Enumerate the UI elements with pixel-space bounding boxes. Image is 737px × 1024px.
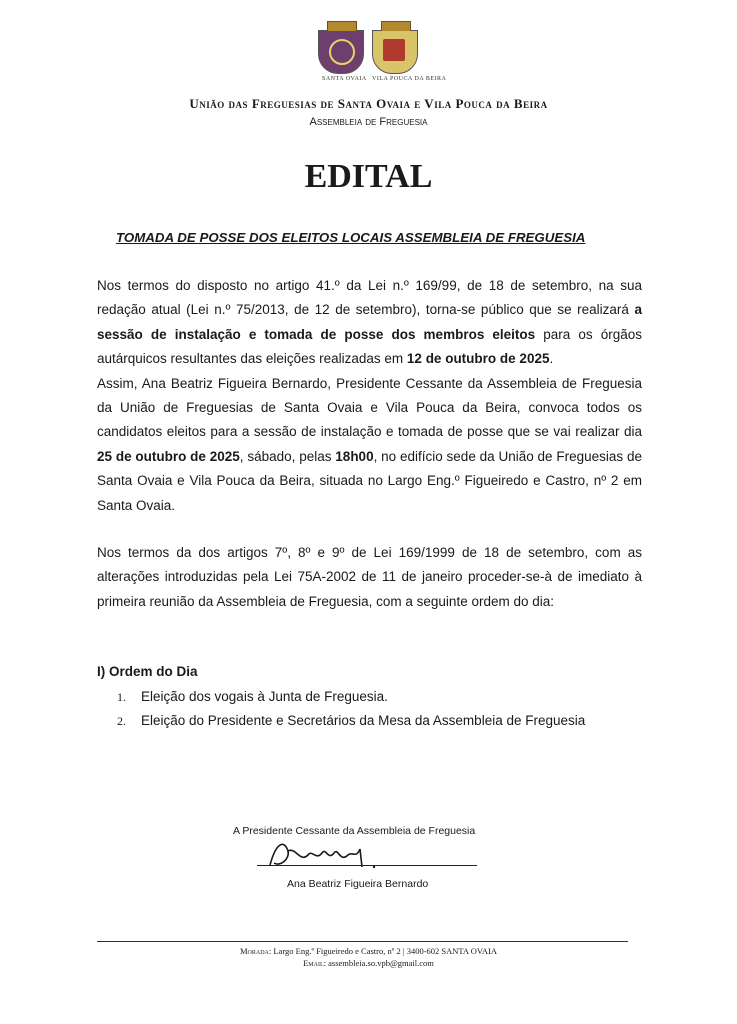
agenda-item-text: Eleição dos vogais à Junta de Freguesia.	[141, 689, 388, 704]
address-value: Largo Eng.º Figueiredo e Castro, nº 2 | 3400-602 SANTA OVAIA	[273, 946, 498, 956]
agenda-item-number: 2.	[117, 714, 126, 728]
agenda-item-number: 1.	[117, 690, 126, 704]
convocation-paragraph	[97, 274, 642, 518]
body-text: para os órgãos autárquicos resultantes das eleições realizadas em	[97, 326, 643, 367]
crest-label-vila-pouca: VILA POUCA DA BEIRA	[372, 76, 447, 82]
crown-icon	[381, 21, 411, 31]
email-value: assembleia.so.vpb@gmail.com	[328, 958, 434, 968]
footer-address	[0, 946, 737, 956]
crown-icon	[327, 21, 357, 31]
body-text: .	[549, 351, 554, 367]
crest-label-santa-ovaia: SANTA OVAIA	[322, 76, 367, 82]
body-text: , no edifício sede da União de Freguesias de Santa Ovaia e Vila Pouca da Beira, situada no Largo Eng.º Figueiredo e Castro, nº 2 em Santa Ovaia.	[97, 448, 642, 513]
footer-email	[0, 958, 737, 968]
agenda-item	[117, 685, 585, 709]
crest-emblem-icon	[329, 39, 355, 65]
agenda-title: I) Ordem do Dia	[97, 664, 198, 679]
union-title: União das Freguesias de Santa Ovaia e Vila Pouca da Beira	[189, 96, 548, 111]
body-text: Assim, Ana Beatriz Figueira Bernardo, Presidente Cessante da Assembleia de Freguesia da União de Freguesias de Santa Ovaia e Vila Pouca da Beira, convoca todos os candidatos eleitos para a sessão de instalação e tomada de posse que se vai realizar dia	[97, 375, 642, 440]
election-date: 12 de outubro de 2025	[406, 351, 550, 367]
body-text: , sábado, pelas	[239, 448, 336, 464]
handwritten-signature	[262, 837, 382, 873]
document-subject: TOMADA DE POSSE DOS ELEITOS LOCAIS ASSEMBLEIA DE FREGUESIA	[116, 230, 586, 245]
document-title: EDITAL	[304, 158, 433, 195]
vila-pouca-crest	[372, 30, 418, 74]
body-text: Nos termos do disposto no artigo 41.º da Lei n.º 169/99, de 18 de setembro, na sua redação atual (Lei n.º 75/2013, de 12 de setembro), torna-se público que se realizará	[97, 278, 642, 318]
assembly-subtitle: Assembleia de Freguesia	[309, 116, 428, 128]
crest-emblem-icon	[383, 39, 405, 61]
session-date: 25 de outubro de 2025	[97, 448, 240, 464]
agenda-item	[117, 709, 585, 733]
signatory-role: A Presidente Cessante da Assembleia de Freguesia	[233, 825, 476, 837]
session-highlight: a sessão de instalação e tomada de posse dos membros eleitos	[97, 302, 642, 342]
agenda-list	[117, 685, 585, 733]
email-label: Email:	[303, 958, 326, 968]
footer-divider	[97, 941, 628, 942]
signatory-name: Ana Beatriz Figueira Bernardo	[287, 878, 429, 890]
legal-basis-paragraph: Nos termos da dos artigos 7º, 8º e 9º de Lei 169/1999 de 18 de setembro, com as alterações introduzidas pela Lei 75A-2002 de 11 de janeiro proceder-se-à de imediato à primeira reunião da Assembleia de Freguesia, com a seguinte ordem do dia:	[97, 545, 642, 609]
session-time: 18h00	[335, 448, 374, 464]
address-label: Morada:	[239, 946, 272, 956]
santa-ovaia-crest	[318, 30, 364, 74]
signature-line	[257, 865, 477, 866]
agenda-item-text: Eleição do Presidente e Secretários da Mesa da Assembleia de Freguesia	[141, 713, 586, 728]
